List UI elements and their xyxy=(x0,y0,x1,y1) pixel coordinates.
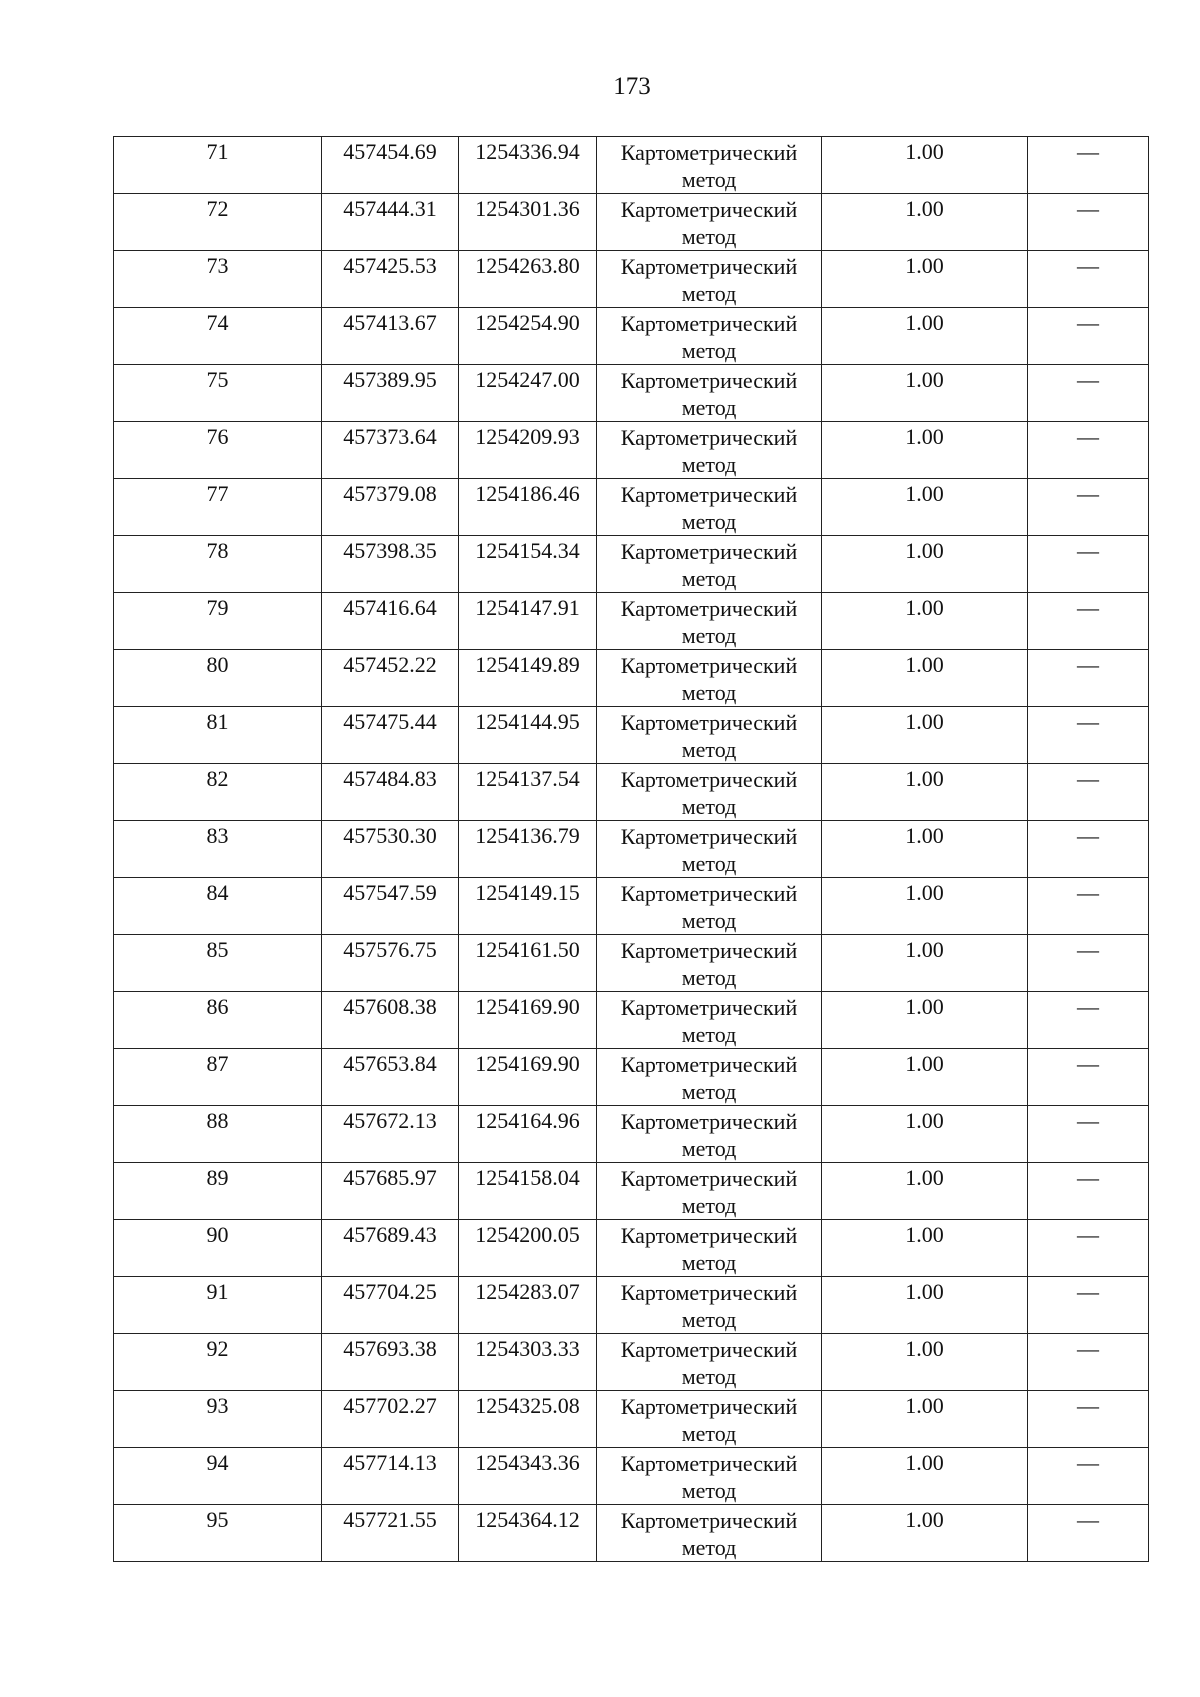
y-coordinate-cell: 1254336.94 xyxy=(459,137,597,194)
description-cell: — xyxy=(1028,821,1149,878)
accuracy-cell: 1.00 xyxy=(822,479,1028,536)
point-number-cell: 80 xyxy=(114,650,322,707)
method-cell: Картометрический метод xyxy=(597,1505,822,1562)
description-cell: — xyxy=(1028,1106,1149,1163)
point-number-cell: 75 xyxy=(114,365,322,422)
method-cell: Картометрический метод xyxy=(597,194,822,251)
table-row xyxy=(114,137,1149,194)
table-row xyxy=(114,764,1149,821)
y-coordinate-cell: 1254161.50 xyxy=(459,935,597,992)
point-number-cell: 83 xyxy=(114,821,322,878)
y-coordinate-cell: 1254147.91 xyxy=(459,593,597,650)
method-cell: Картометрический метод xyxy=(597,251,822,308)
method-cell: Картометрический метод xyxy=(597,1277,822,1334)
coordinates-table xyxy=(113,136,1149,1562)
x-coordinate-cell: 457425.53 xyxy=(322,251,459,308)
table-row xyxy=(114,1049,1149,1106)
accuracy-cell: 1.00 xyxy=(822,821,1028,878)
y-coordinate-cell: 1254209.93 xyxy=(459,422,597,479)
description-cell: — xyxy=(1028,194,1149,251)
method-cell: Картометрический метод xyxy=(597,536,822,593)
point-number-cell: 90 xyxy=(114,1220,322,1277)
y-coordinate-cell: 1254149.89 xyxy=(459,650,597,707)
y-coordinate-cell: 1254169.90 xyxy=(459,1049,597,1106)
point-number-cell: 82 xyxy=(114,764,322,821)
method-cell: Картометрический метод xyxy=(597,1391,822,1448)
y-coordinate-cell: 1254164.96 xyxy=(459,1106,597,1163)
x-coordinate-cell: 457721.55 xyxy=(322,1505,459,1562)
accuracy-cell: 1.00 xyxy=(822,1106,1028,1163)
point-number-cell: 85 xyxy=(114,935,322,992)
table-row xyxy=(114,536,1149,593)
method-cell: Картометрический метод xyxy=(597,650,822,707)
method-cell: Картометрический метод xyxy=(597,308,822,365)
description-cell: — xyxy=(1028,1505,1149,1562)
accuracy-cell: 1.00 xyxy=(822,194,1028,251)
x-coordinate-cell: 457416.64 xyxy=(322,593,459,650)
point-number-cell: 95 xyxy=(114,1505,322,1562)
description-cell: — xyxy=(1028,137,1149,194)
accuracy-cell: 1.00 xyxy=(822,251,1028,308)
accuracy-cell: 1.00 xyxy=(822,764,1028,821)
accuracy-cell: 1.00 xyxy=(822,650,1028,707)
table-row xyxy=(114,650,1149,707)
accuracy-cell: 1.00 xyxy=(822,1049,1028,1106)
accuracy-cell: 1.00 xyxy=(822,422,1028,479)
y-coordinate-cell: 1254247.00 xyxy=(459,365,597,422)
point-number-cell: 72 xyxy=(114,194,322,251)
point-number-cell: 92 xyxy=(114,1334,322,1391)
table-row xyxy=(114,1220,1149,1277)
point-number-cell: 93 xyxy=(114,1391,322,1448)
x-coordinate-cell: 457413.67 xyxy=(322,308,459,365)
description-cell: — xyxy=(1028,593,1149,650)
table-row xyxy=(114,878,1149,935)
x-coordinate-cell: 457653.84 xyxy=(322,1049,459,1106)
method-cell: Картометрический метод xyxy=(597,365,822,422)
y-coordinate-cell: 1254254.90 xyxy=(459,308,597,365)
x-coordinate-cell: 457452.22 xyxy=(322,650,459,707)
description-cell: — xyxy=(1028,992,1149,1049)
method-cell: Картометрический метод xyxy=(597,878,822,935)
accuracy-cell: 1.00 xyxy=(822,878,1028,935)
accuracy-cell: 1.00 xyxy=(822,1220,1028,1277)
y-coordinate-cell: 1254149.15 xyxy=(459,878,597,935)
point-number-cell: 88 xyxy=(114,1106,322,1163)
x-coordinate-cell: 457685.97 xyxy=(322,1163,459,1220)
y-coordinate-cell: 1254158.04 xyxy=(459,1163,597,1220)
method-cell: Картометрический метод xyxy=(597,935,822,992)
description-cell: — xyxy=(1028,878,1149,935)
description-cell: — xyxy=(1028,536,1149,593)
accuracy-cell: 1.00 xyxy=(822,365,1028,422)
x-coordinate-cell: 457704.25 xyxy=(322,1277,459,1334)
method-cell: Картометрический метод xyxy=(597,707,822,764)
point-number-cell: 74 xyxy=(114,308,322,365)
description-cell: — xyxy=(1028,1049,1149,1106)
method-cell: Картометрический метод xyxy=(597,479,822,536)
table-row xyxy=(114,707,1149,764)
point-number-cell: 77 xyxy=(114,479,322,536)
point-number-cell: 94 xyxy=(114,1448,322,1505)
y-coordinate-cell: 1254325.08 xyxy=(459,1391,597,1448)
table-row xyxy=(114,194,1149,251)
description-cell: — xyxy=(1028,935,1149,992)
table-row xyxy=(114,1334,1149,1391)
description-cell: — xyxy=(1028,251,1149,308)
table-row xyxy=(114,1163,1149,1220)
y-coordinate-cell: 1254144.95 xyxy=(459,707,597,764)
x-coordinate-cell: 457444.31 xyxy=(322,194,459,251)
accuracy-cell: 1.00 xyxy=(822,536,1028,593)
description-cell: — xyxy=(1028,1220,1149,1277)
description-cell: — xyxy=(1028,1448,1149,1505)
method-cell: Картометрический метод xyxy=(597,992,822,1049)
table-row xyxy=(114,308,1149,365)
description-cell: — xyxy=(1028,365,1149,422)
y-coordinate-cell: 1254136.79 xyxy=(459,821,597,878)
accuracy-cell: 1.00 xyxy=(822,1334,1028,1391)
method-cell: Картометрический метод xyxy=(597,821,822,878)
y-coordinate-cell: 1254301.36 xyxy=(459,194,597,251)
x-coordinate-cell: 457672.13 xyxy=(322,1106,459,1163)
description-cell: — xyxy=(1028,650,1149,707)
accuracy-cell: 1.00 xyxy=(822,137,1028,194)
accuracy-cell: 1.00 xyxy=(822,593,1028,650)
table-row xyxy=(114,1277,1149,1334)
accuracy-cell: 1.00 xyxy=(822,935,1028,992)
y-coordinate-cell: 1254263.80 xyxy=(459,251,597,308)
y-coordinate-cell: 1254169.90 xyxy=(459,992,597,1049)
accuracy-cell: 1.00 xyxy=(822,707,1028,764)
method-cell: Картометрический метод xyxy=(597,1220,822,1277)
x-coordinate-cell: 457576.75 xyxy=(322,935,459,992)
table-row xyxy=(114,251,1149,308)
y-coordinate-cell: 1254283.07 xyxy=(459,1277,597,1334)
table-row xyxy=(114,1106,1149,1163)
x-coordinate-cell: 457373.64 xyxy=(322,422,459,479)
method-cell: Картометрический метод xyxy=(597,1163,822,1220)
accuracy-cell: 1.00 xyxy=(822,1163,1028,1220)
x-coordinate-cell: 457714.13 xyxy=(322,1448,459,1505)
y-coordinate-cell: 1254303.33 xyxy=(459,1334,597,1391)
accuracy-cell: 1.00 xyxy=(822,1448,1028,1505)
x-coordinate-cell: 457608.38 xyxy=(322,992,459,1049)
point-number-cell: 78 xyxy=(114,536,322,593)
method-cell: Картометрический метод xyxy=(597,137,822,194)
page-number: 173 xyxy=(613,73,651,100)
description-cell: — xyxy=(1028,1163,1149,1220)
x-coordinate-cell: 457475.44 xyxy=(322,707,459,764)
method-cell: Картометрический метод xyxy=(597,1448,822,1505)
table-row xyxy=(114,422,1149,479)
point-number-cell: 76 xyxy=(114,422,322,479)
point-number-cell: 73 xyxy=(114,251,322,308)
method-cell: Картометрический метод xyxy=(597,593,822,650)
point-number-cell: 87 xyxy=(114,1049,322,1106)
table-row xyxy=(114,1391,1149,1448)
table-row xyxy=(114,479,1149,536)
description-cell: — xyxy=(1028,1334,1149,1391)
description-cell: — xyxy=(1028,308,1149,365)
table-row xyxy=(114,365,1149,422)
table-row xyxy=(114,821,1149,878)
y-coordinate-cell: 1254343.36 xyxy=(459,1448,597,1505)
x-coordinate-cell: 457379.08 xyxy=(322,479,459,536)
point-number-cell: 86 xyxy=(114,992,322,1049)
x-coordinate-cell: 457389.95 xyxy=(322,365,459,422)
y-coordinate-cell: 1254200.05 xyxy=(459,1220,597,1277)
point-number-cell: 91 xyxy=(114,1277,322,1334)
point-number-cell: 71 xyxy=(114,137,322,194)
point-number-cell: 79 xyxy=(114,593,322,650)
table-row xyxy=(114,1505,1149,1562)
description-cell: — xyxy=(1028,707,1149,764)
x-coordinate-cell: 457530.30 xyxy=(322,821,459,878)
y-coordinate-cell: 1254364.12 xyxy=(459,1505,597,1562)
y-coordinate-cell: 1254186.46 xyxy=(459,479,597,536)
method-cell: Картометрический метод xyxy=(597,1106,822,1163)
method-cell: Картометрический метод xyxy=(597,422,822,479)
table-row xyxy=(114,1448,1149,1505)
method-cell: Картометрический метод xyxy=(597,764,822,821)
method-cell: Картометрический метод xyxy=(597,1334,822,1391)
x-coordinate-cell: 457702.27 xyxy=(322,1391,459,1448)
x-coordinate-cell: 457547.59 xyxy=(322,878,459,935)
description-cell: — xyxy=(1028,764,1149,821)
x-coordinate-cell: 457689.43 xyxy=(322,1220,459,1277)
x-coordinate-cell: 457484.83 xyxy=(322,764,459,821)
table-row xyxy=(114,992,1149,1049)
y-coordinate-cell: 1254137.54 xyxy=(459,764,597,821)
accuracy-cell: 1.00 xyxy=(822,1505,1028,1562)
description-cell: — xyxy=(1028,479,1149,536)
point-number-cell: 84 xyxy=(114,878,322,935)
accuracy-cell: 1.00 xyxy=(822,1277,1028,1334)
accuracy-cell: 1.00 xyxy=(822,992,1028,1049)
accuracy-cell: 1.00 xyxy=(822,1391,1028,1448)
point-number-cell: 81 xyxy=(114,707,322,764)
point-number-cell: 89 xyxy=(114,1163,322,1220)
table-row xyxy=(114,935,1149,992)
description-cell: — xyxy=(1028,422,1149,479)
y-coordinate-cell: 1254154.34 xyxy=(459,536,597,593)
method-cell: Картометрический метод xyxy=(597,1049,822,1106)
x-coordinate-cell: 457454.69 xyxy=(322,137,459,194)
accuracy-cell: 1.00 xyxy=(822,308,1028,365)
coordinates-table-body xyxy=(114,137,1149,1562)
description-cell: — xyxy=(1028,1277,1149,1334)
x-coordinate-cell: 457693.38 xyxy=(322,1334,459,1391)
description-cell: — xyxy=(1028,1391,1149,1448)
x-coordinate-cell: 457398.35 xyxy=(322,536,459,593)
table-row xyxy=(114,593,1149,650)
